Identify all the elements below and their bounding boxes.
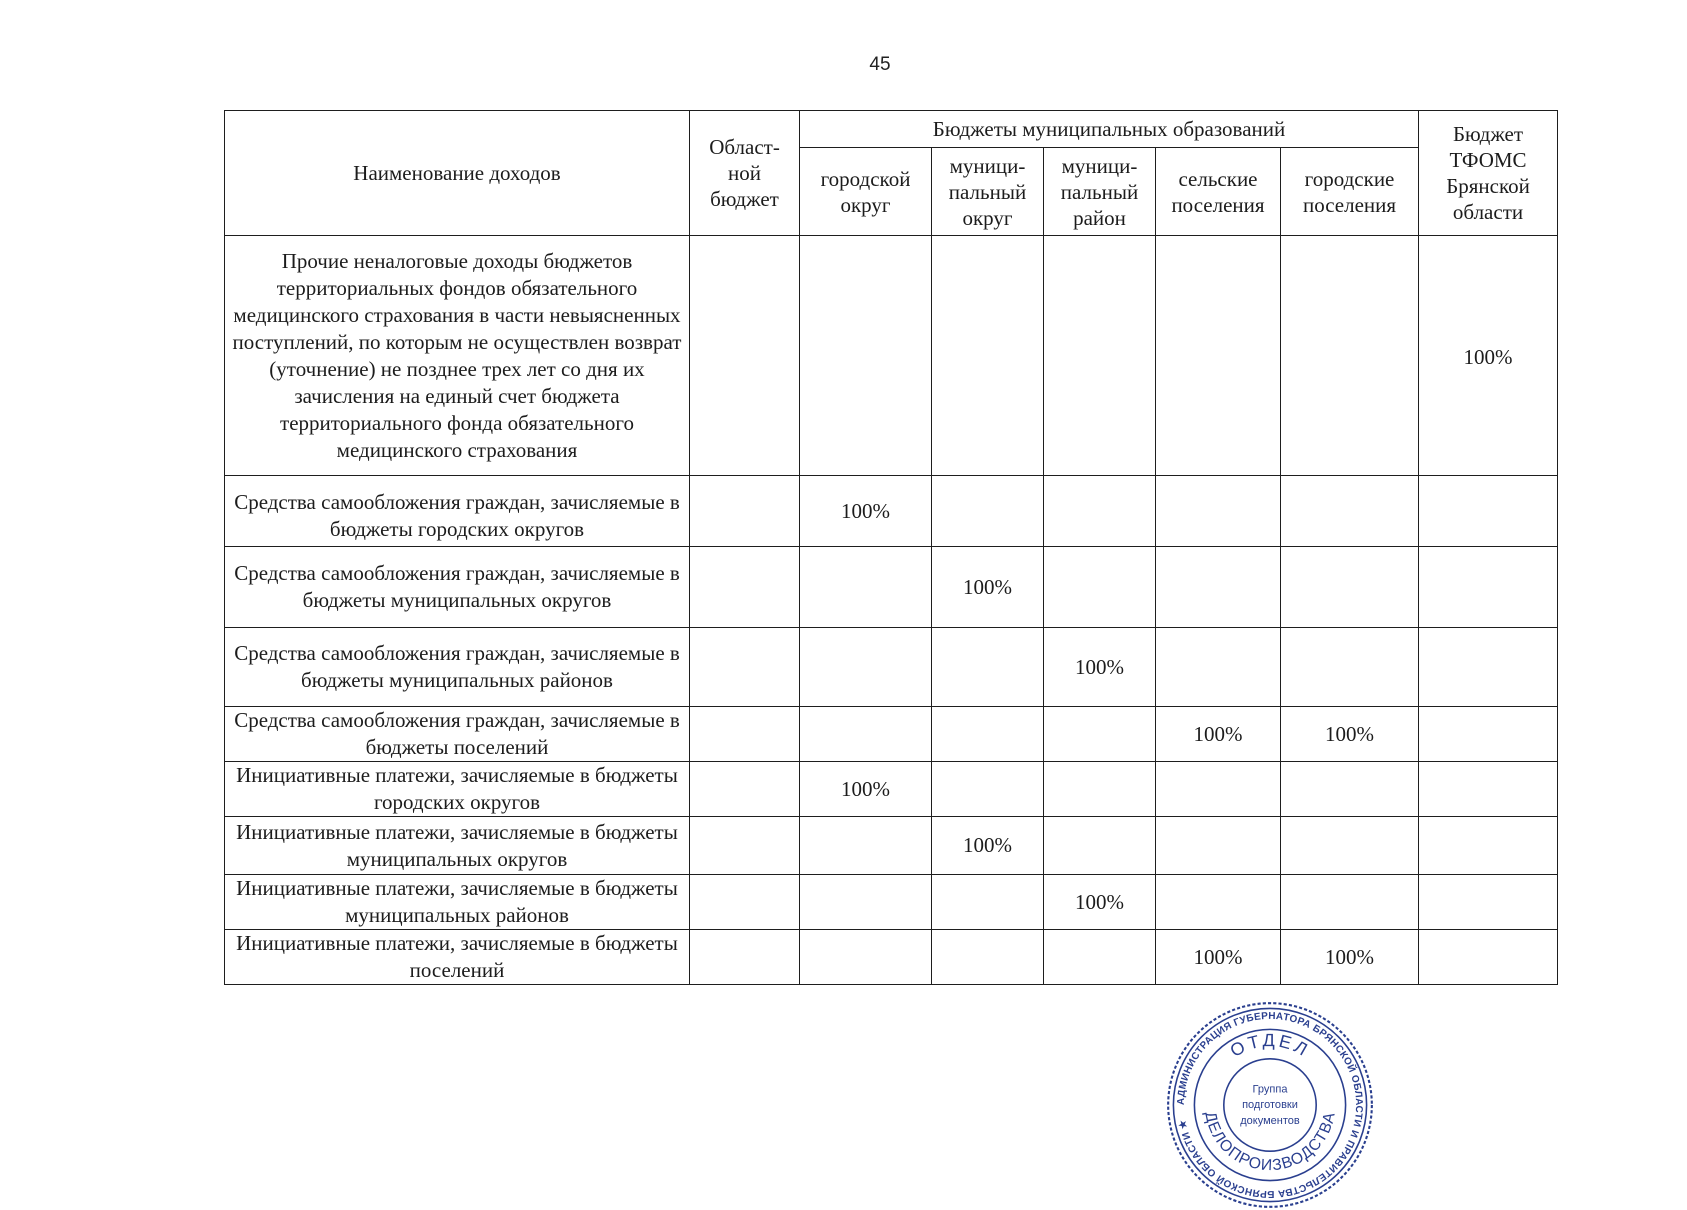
municipal-district-value-cell bbox=[932, 930, 1044, 985]
municipal-district-value-cell bbox=[932, 707, 1044, 762]
rural-settlements-value-cell bbox=[1156, 875, 1281, 930]
municipal-district-value-cell bbox=[932, 476, 1044, 547]
table-row bbox=[225, 762, 1558, 817]
regional-value-cell bbox=[690, 707, 800, 762]
regional-value-cell bbox=[690, 875, 800, 930]
header-rural-settlements: сельские поселения bbox=[1156, 148, 1281, 236]
revenue-name-cell: Средства самообложения граждан, зачисляемые в бюджеты городских округов bbox=[225, 476, 690, 547]
page-number: 45 bbox=[869, 54, 891, 75]
rural-settlements-value-cell bbox=[1156, 628, 1281, 707]
regional-value-cell bbox=[690, 547, 800, 628]
municipal-area-value-cell bbox=[1044, 707, 1156, 762]
tfoms-value-cell bbox=[1419, 875, 1558, 930]
rural-settlements-value-cell bbox=[1156, 476, 1281, 547]
city-district-value-cell bbox=[800, 930, 932, 985]
table-row bbox=[225, 236, 1558, 476]
svg-text:ОТДЕЛ bbox=[1227, 1030, 1314, 1061]
municipal-district-value-cell bbox=[932, 875, 1044, 930]
regional-value-cell bbox=[690, 628, 800, 707]
revenue-name-cell: Средства самообложения граждан, зачисляемые в бюджеты муниципальных округов bbox=[225, 547, 690, 628]
city-district-value-cell bbox=[800, 547, 932, 628]
table-row bbox=[225, 930, 1558, 985]
municipal-area-value-cell bbox=[1044, 476, 1156, 547]
urban-settlements-value-cell bbox=[1281, 762, 1419, 817]
regional-value-cell bbox=[690, 930, 800, 985]
tfoms-value-cell bbox=[1419, 707, 1558, 762]
city-district-value-cell bbox=[800, 875, 932, 930]
header-city-district: городской округ bbox=[800, 148, 932, 236]
table-row bbox=[225, 707, 1558, 762]
header-urban-settlements: городские поселения bbox=[1281, 148, 1419, 236]
header-municipal-area: муници- пальный район bbox=[1044, 148, 1156, 236]
regional-value-cell bbox=[690, 817, 800, 875]
municipal-area-value-cell bbox=[1044, 817, 1156, 875]
office-stamp bbox=[1165, 1000, 1375, 1210]
municipal-area-value-cell: 100% bbox=[1044, 875, 1156, 930]
revenue-name-cell: Средства самообложения граждан, зачисляемые в бюджеты поселений bbox=[225, 707, 690, 762]
revenue-name-cell: Инициативные платежи, зачисляемые в бюджеты поселений bbox=[225, 930, 690, 985]
city-district-value-cell bbox=[800, 817, 932, 875]
revenue-distribution-table bbox=[224, 110, 1558, 985]
stamp-center-line-2: подготовки bbox=[1242, 1099, 1298, 1112]
municipal-area-value-cell bbox=[1044, 236, 1156, 476]
header-revenue-name: Наименование доходов bbox=[225, 111, 690, 236]
tfoms-value-cell bbox=[1419, 476, 1558, 547]
regional-value-cell bbox=[690, 236, 800, 476]
city-district-value-cell: 100% bbox=[800, 476, 932, 547]
tfoms-value-cell: 100% bbox=[1419, 236, 1558, 476]
rural-settlements-value-cell bbox=[1156, 547, 1281, 628]
municipal-area-value-cell bbox=[1044, 762, 1156, 817]
stamp-center-line-3: документов bbox=[1240, 1114, 1300, 1127]
municipal-district-value-cell bbox=[932, 762, 1044, 817]
municipal-district-value-cell bbox=[932, 628, 1044, 707]
city-district-value-cell bbox=[800, 707, 932, 762]
rural-settlements-value-cell bbox=[1156, 236, 1281, 476]
table-row bbox=[225, 476, 1558, 547]
rural-settlements-value-cell bbox=[1156, 762, 1281, 817]
rural-settlements-value-cell bbox=[1156, 817, 1281, 875]
municipal-area-value-cell: 100% bbox=[1044, 628, 1156, 707]
municipal-district-value-cell: 100% bbox=[932, 547, 1044, 628]
municipal-district-value-cell bbox=[932, 236, 1044, 476]
rural-settlements-value-cell: 100% bbox=[1156, 707, 1281, 762]
municipal-area-value-cell bbox=[1044, 930, 1156, 985]
municipal-district-value-cell: 100% bbox=[932, 817, 1044, 875]
revenue-name-cell: Инициативные платежи, зачисляемые в бюджеты муниципальных округов bbox=[225, 817, 690, 875]
revenue-name-cell: Прочие неналоговые доходы бюджетов территориальных фондов обязательного медицинского страхования в части невыясненных поступлений, по которым не осуществлен возврат (уточнение) не позднее трех лет со дня их зачисления на единый счет бюджета территориального фонда обязательного медицинского страхования bbox=[225, 236, 690, 476]
table-row bbox=[225, 875, 1558, 930]
tfoms-value-cell bbox=[1419, 817, 1558, 875]
urban-settlements-value-cell bbox=[1281, 476, 1419, 547]
revenue-name-cell: Инициативные платежи, зачисляемые в бюджеты муниципальных районов bbox=[225, 875, 690, 930]
urban-settlements-value-cell bbox=[1281, 817, 1419, 875]
tfoms-value-cell bbox=[1419, 762, 1558, 817]
header-tfoms-budget: Бюджет ТФОМС Брянской области bbox=[1419, 111, 1558, 236]
stamp-center-line-1: Группа bbox=[1252, 1083, 1288, 1096]
urban-settlements-value-cell bbox=[1281, 236, 1419, 476]
header-regional-budget: Област- ной бюджет bbox=[690, 111, 800, 236]
municipal-area-value-cell bbox=[1044, 547, 1156, 628]
header-municipal-budgets: Бюджеты муниципальных образований bbox=[800, 111, 1419, 148]
header-municipal-district: муници- пальный округ bbox=[932, 148, 1044, 236]
table-row bbox=[225, 628, 1558, 707]
regional-value-cell bbox=[690, 762, 800, 817]
city-district-value-cell: 100% bbox=[800, 762, 932, 817]
urban-settlements-value-cell bbox=[1281, 547, 1419, 628]
stamp-outer-ring-text: АДМИНИСТРАЦИЯ ГУБЕРНАТОРА БРЯНСКОЙ ОБЛАСТИ И ПРАВИТЕЛЬСТВА БРЯНСКОЙ ОБЛАСТИ ★ bbox=[1175, 1010, 1365, 1200]
regional-value-cell bbox=[690, 476, 800, 547]
city-district-value-cell bbox=[800, 628, 932, 707]
revenue-name-cell: Средства самообложения граждан, зачисляемые в бюджеты муниципальных районов bbox=[225, 628, 690, 707]
urban-settlements-value-cell: 100% bbox=[1281, 707, 1419, 762]
stamp-inner-bottom-text: ДЕЛОПРОИЗВОДСТВА bbox=[1201, 1110, 1339, 1175]
revenue-name-cell: Инициативные платежи, зачисляемые в бюджеты городских округов bbox=[225, 762, 690, 817]
tfoms-value-cell bbox=[1419, 930, 1558, 985]
urban-settlements-value-cell: 100% bbox=[1281, 930, 1419, 985]
table-row bbox=[225, 547, 1558, 628]
rural-settlements-value-cell: 100% bbox=[1156, 930, 1281, 985]
tfoms-value-cell bbox=[1419, 547, 1558, 628]
urban-settlements-value-cell bbox=[1281, 875, 1419, 930]
stamp-inner-top-text: ОТДЕЛ bbox=[1226, 1030, 1314, 1062]
tfoms-value-cell bbox=[1419, 628, 1558, 707]
urban-settlements-value-cell bbox=[1281, 628, 1419, 707]
city-district-value-cell bbox=[800, 236, 932, 476]
table-row bbox=[225, 817, 1558, 875]
